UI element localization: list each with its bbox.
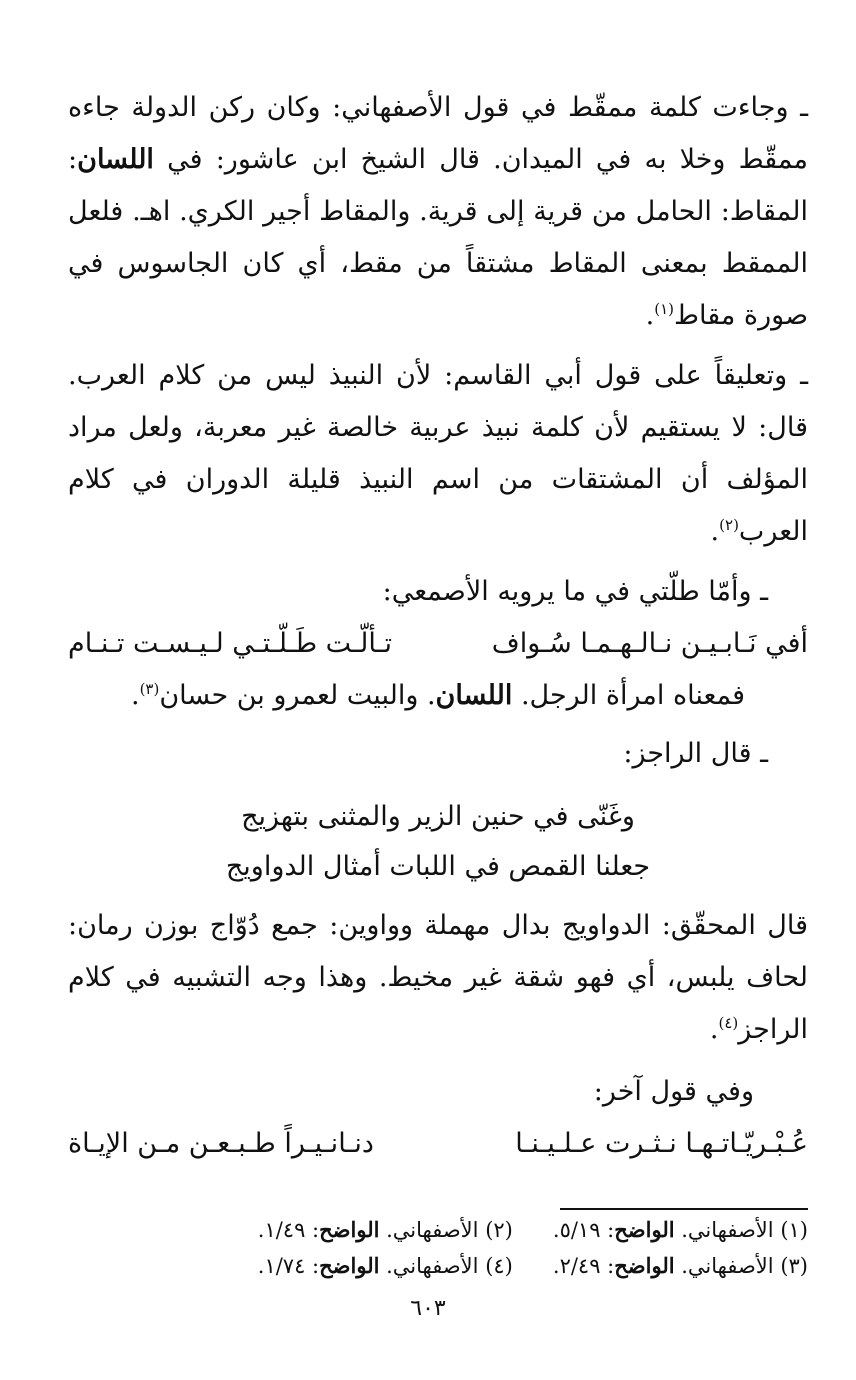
verse-2-hemistich-2: دنـانـيـراً طـبـعـن مـن الإيـاة bbox=[68, 1128, 374, 1159]
meaning-term: اللسان bbox=[435, 680, 513, 711]
verse-2-hemistich-1: عُـبْـريّـاتـهـا نـثـرت عـلـيـنـا bbox=[515, 1128, 808, 1159]
verse-2 bbox=[68, 1118, 808, 1170]
meaning-text: فمعناه امرأة الرجل. bbox=[520, 680, 746, 711]
paragraph-nabidh bbox=[68, 350, 808, 558]
p3-text: ـ وأمّا طلّتي في ما يرويه الأصمعي: bbox=[382, 576, 768, 607]
footnote-3-pre: الأصفهاني. bbox=[681, 1254, 774, 1278]
verse-1-hemistich-2: تـألّـت طَـلّـتـي لـيـسـت تـنـام bbox=[68, 628, 392, 659]
rajaz-verses bbox=[68, 792, 808, 892]
meaning-end: . bbox=[130, 680, 140, 711]
footnote-4-num: (٤) bbox=[485, 1254, 513, 1278]
footnote-2-term: الواضح bbox=[319, 1217, 380, 1242]
footnote-1-term: الواضح bbox=[614, 1217, 675, 1242]
footnote-row-2 bbox=[90, 1248, 808, 1284]
meaning-line bbox=[68, 670, 808, 722]
footnote-2 bbox=[258, 1212, 513, 1248]
footnote-2-pre: الأصفهاني. bbox=[386, 1218, 479, 1242]
footnote-divider bbox=[560, 1208, 808, 1210]
footnote-3-num: (٣) bbox=[780, 1254, 808, 1278]
verse-1 bbox=[68, 618, 808, 670]
paragraph-tallati bbox=[68, 566, 808, 618]
rajaz-intro bbox=[68, 728, 808, 780]
footnote-3 bbox=[553, 1248, 808, 1284]
footnote-2-ref: : ١/٤٩. bbox=[257, 1218, 320, 1242]
footnote-1-num: (١) bbox=[780, 1218, 808, 1242]
footnote-1-pre: الأصفهاني. bbox=[681, 1218, 774, 1242]
footnote-4-term: الواضح bbox=[319, 1253, 380, 1278]
p1-end: . bbox=[645, 300, 655, 331]
footnote-3-ref: : ٢/٤٩. bbox=[552, 1254, 615, 1278]
another-intro-text: وفي قول آخر: bbox=[593, 1076, 754, 1107]
p4-text: قال المحقّق: الدواويج بدال مهملة وواوين: جمع دُوّاج بوزن رمان: لحاف يلبس، أي فهو شقة غير مخيط. وهذا وجه التشبيه في كلام الراجز bbox=[68, 910, 808, 1045]
footnote-3-term: الواضح bbox=[614, 1253, 675, 1278]
p1-lead: ـ وجاءت كلمة ممقّط في قول الأصفهاني: وكان ركن الدولة جاءه ممقّط وخلا به في الميدان. قال الشيخ ابن عاشور: في bbox=[68, 92, 809, 175]
page-number: ٦٠٣ bbox=[410, 1296, 446, 1321]
p1-rest: : المقاط: الحامل من قرية إلى قرية. والمقاط أجير الكري. اهـ. فلعل الممقط بمعنى المقاط مشتقاً من مقط، أي كان الجاسوس في صورة مقاط bbox=[68, 144, 808, 331]
another-intro bbox=[68, 1066, 808, 1118]
p1-term: اللسان bbox=[77, 144, 154, 175]
verse-1-hemistich-1: أفي نَـابـيـن نـالـهـمـا سُـواف bbox=[491, 628, 808, 659]
footnote-4 bbox=[258, 1248, 513, 1284]
footnotes bbox=[90, 1212, 808, 1284]
footnote-1-ref: : ٥/١٩. bbox=[552, 1218, 615, 1242]
p2-end: . bbox=[710, 516, 720, 547]
footnote-ref-3: (٣) bbox=[139, 680, 160, 698]
footnote-1 bbox=[553, 1212, 808, 1248]
footnote-ref-4: (٤) bbox=[718, 1014, 739, 1032]
rajaz-line-1: وغَنّى في حنين الزير والمثنى بتهزيج bbox=[241, 801, 635, 832]
p2-text: ـ وتعليقاً على قول أبي القاسم: لأن النبيذ ليس من كلام العرب. قال: لا يستقيم لأن كلمة نبيذ عربية خالصة غير معربة، ولعل مراد المؤلف أن المشتقات من اسم النبيذ قليلة الدوران في كلام العرب bbox=[68, 360, 808, 547]
meaning-rest: . والبيت لعمرو بن حسان bbox=[159, 680, 436, 711]
footnote-4-ref: : ١/٧٤. bbox=[257, 1254, 320, 1278]
footnote-4-pre: الأصفهاني. bbox=[386, 1254, 479, 1278]
footnote-ref-1: (١) bbox=[654, 300, 675, 318]
page-body bbox=[68, 82, 808, 1170]
p4-end: . bbox=[709, 1014, 719, 1045]
rajaz-intro-text: ـ قال الراجز: bbox=[623, 738, 768, 769]
paragraph-muhaqqiq bbox=[68, 900, 808, 1056]
footnote-row-1 bbox=[90, 1212, 808, 1248]
rajaz-line-2: جعلنا القمص في اللبات أمثال الدواويج bbox=[225, 851, 651, 882]
footnote-2-num: (٢) bbox=[485, 1218, 513, 1242]
paragraph-mumaqqat bbox=[68, 82, 808, 342]
footnote-ref-2: (٢) bbox=[719, 516, 739, 534]
